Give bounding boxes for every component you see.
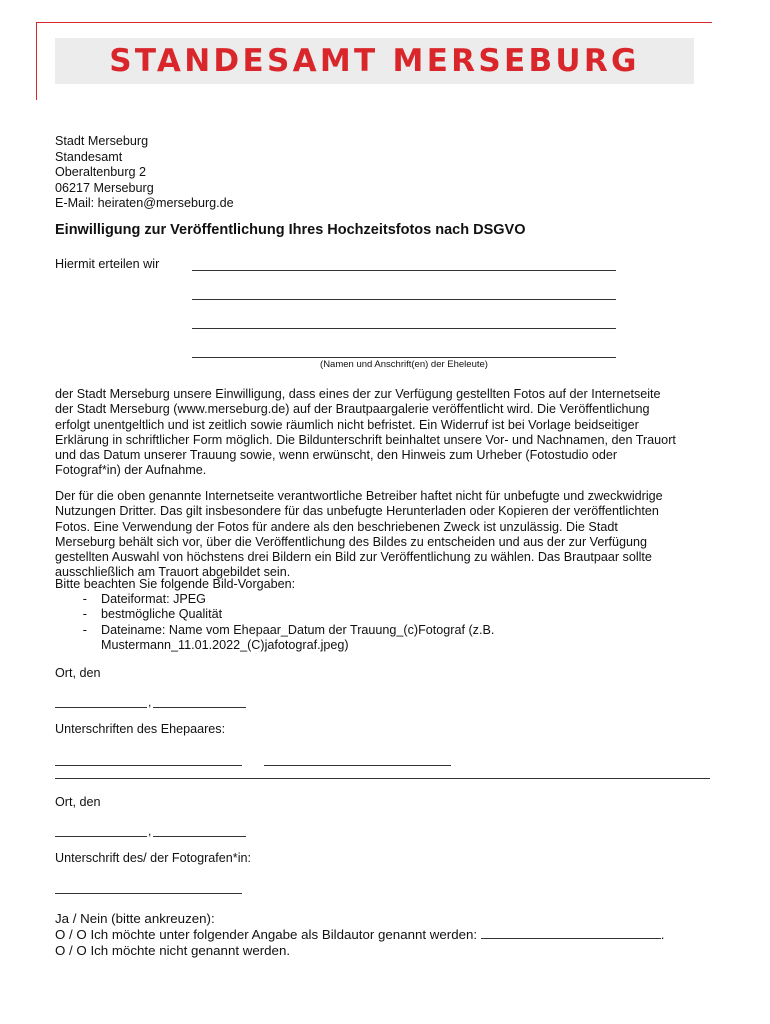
photographer-date-field[interactable] [153,836,246,837]
liability-line: ausschließlich am Trauort abgebildet sein. [55,565,291,580]
names-fill-line-4[interactable] [192,357,616,358]
consent-line: Fotograf*in) der Aufnahme. [55,463,207,478]
document-title: Einwilligung zur Veröffentlichung Ihres Hochzeitsfotos nach DSGVO [55,222,526,238]
photographer-signature-line[interactable] [55,893,242,894]
place-date-comma: , [148,695,152,709]
address-line: Oberaltenburg 2 [55,165,147,180]
requirement-text: bestmögliche Qualität [101,607,223,622]
requirements-intro: Bitte beachten Sie folgende Bild-Vorgaben: [55,577,296,591]
names-fill-line-3[interactable] [192,328,616,329]
consent-line: und das Datum unserer Trauung sowie, wenn erwünscht, den Hinweis zum Urheber (Fotostudio oder [55,448,618,463]
spouse-2-signature-line[interactable] [264,765,451,766]
place-date-comma: , [148,824,152,838]
bullet-dash: - [82,622,87,637]
address-line: Standesamt [55,149,123,164]
address-line: 06217 Merseburg [55,180,154,195]
address-line: Stadt Merseburg [55,134,149,148]
photographer-place-date-label: Ort, den [55,795,101,809]
liability-line: gestellten Auswahl von höchstens drei Bildern ein Bild zur Veröffentlichung zu wählen. Das Brautpaar sollte [55,550,652,565]
couple-signatures-label: Unterschriften des Ehepaares: [55,722,226,736]
photographer-signature-label: Unterschrift des/ der Fotografen*in: [55,851,251,865]
option-named-text: O / O Ich möchte unter folgender Angabe als Bildautor genannt werden: [55,926,478,942]
bullet-dash: - [82,607,87,622]
option-unnamed-row[interactable]: O / O Ich möchte nicht genannt werden. [55,942,291,958]
consent-line: erfolgt unentgeltlich und ist zeitlich sowie räumlich nicht befristet. Ein Widerruf ist bei Vorlage beidseitiger [55,417,639,432]
frame-left-rule [36,22,37,100]
requirements-list [55,592,551,653]
spouse-1-signature-line[interactable] [55,765,242,766]
couple-place-date-label: Ort, den [55,666,101,680]
attribution-choice-block [55,911,664,958]
names-fill-line-1[interactable] [192,270,616,271]
couple-date-field[interactable] [153,707,246,708]
section-divider [55,778,710,779]
names-fill-line-2[interactable] [192,299,616,300]
list-item [55,607,551,622]
address-email-line: E-Mail: heiraten@merseburg.de [55,196,234,211]
liability-line: Merseburg behält sich vor, über die Veröffentlichung des Bildes zu entscheiden und aus der zur Verfügung [55,534,648,549]
header-band [55,38,694,84]
bullet-dash: - [82,592,87,606]
option-named-period: . [660,926,665,942]
list-item [55,592,551,607]
liability-line: Der für die oben genannte Internetseite verantwortliche Betreiber haftet nicht für unbefugte und zweckwidrige [55,489,663,503]
option-named-row[interactable] [55,927,664,943]
liability-line: Nutzungen Dritter. Das gilt insbesondere für das unbefugte Herunterladen oder Kopieren der veröffentlichten [55,504,659,519]
address-block [55,134,234,212]
couple-place-field[interactable] [55,707,147,708]
requirement-text: Dateiname: Name vom Ehepaar_Datum der Trauung_(c)Fotograf (z.B. Mustermann_11.01.2022_(C)jafotograf.jpeg) [101,622,495,652]
liability-line: Fotos. Eine Verwendung der Fotos für andere als den beschriebenen Zweck ist unzulässig. Die Stadt [55,519,618,534]
photographer-place-field[interactable] [55,836,147,837]
consent-line: der Stadt Merseburg (www.merseburg.de) auf der Brautpaargalerie veröffentlicht wird. Die Veröffentlichung [55,402,650,417]
consent-line: Erklärung in schriftlicher Form möglich. Die Bildunterschrift beinhaltet unsere Vor- und Nachnamen, den Trauort [55,432,676,447]
frame-top-rule [36,22,712,23]
liability-paragraph [55,489,716,581]
office-title: STANDESAMT MERSEBURG [109,43,640,79]
consent-paragraph [55,387,716,479]
choice-heading: Ja / Nein (bitte ankreuzen): [55,911,215,926]
names-caption: (Namen und Anschrift(en) der Eheleute) [320,359,488,370]
list-item [55,623,551,654]
attribution-name-field[interactable] [481,928,661,939]
grant-label: Hiermit erteilen wir [55,257,160,271]
requirement-text: Dateiformat: JPEG [101,592,206,606]
consent-line: der Stadt Merseburg unsere Einwilligung, dass eines der zur Verfügung gestellten Fotos auf der Internetseite [55,387,661,401]
